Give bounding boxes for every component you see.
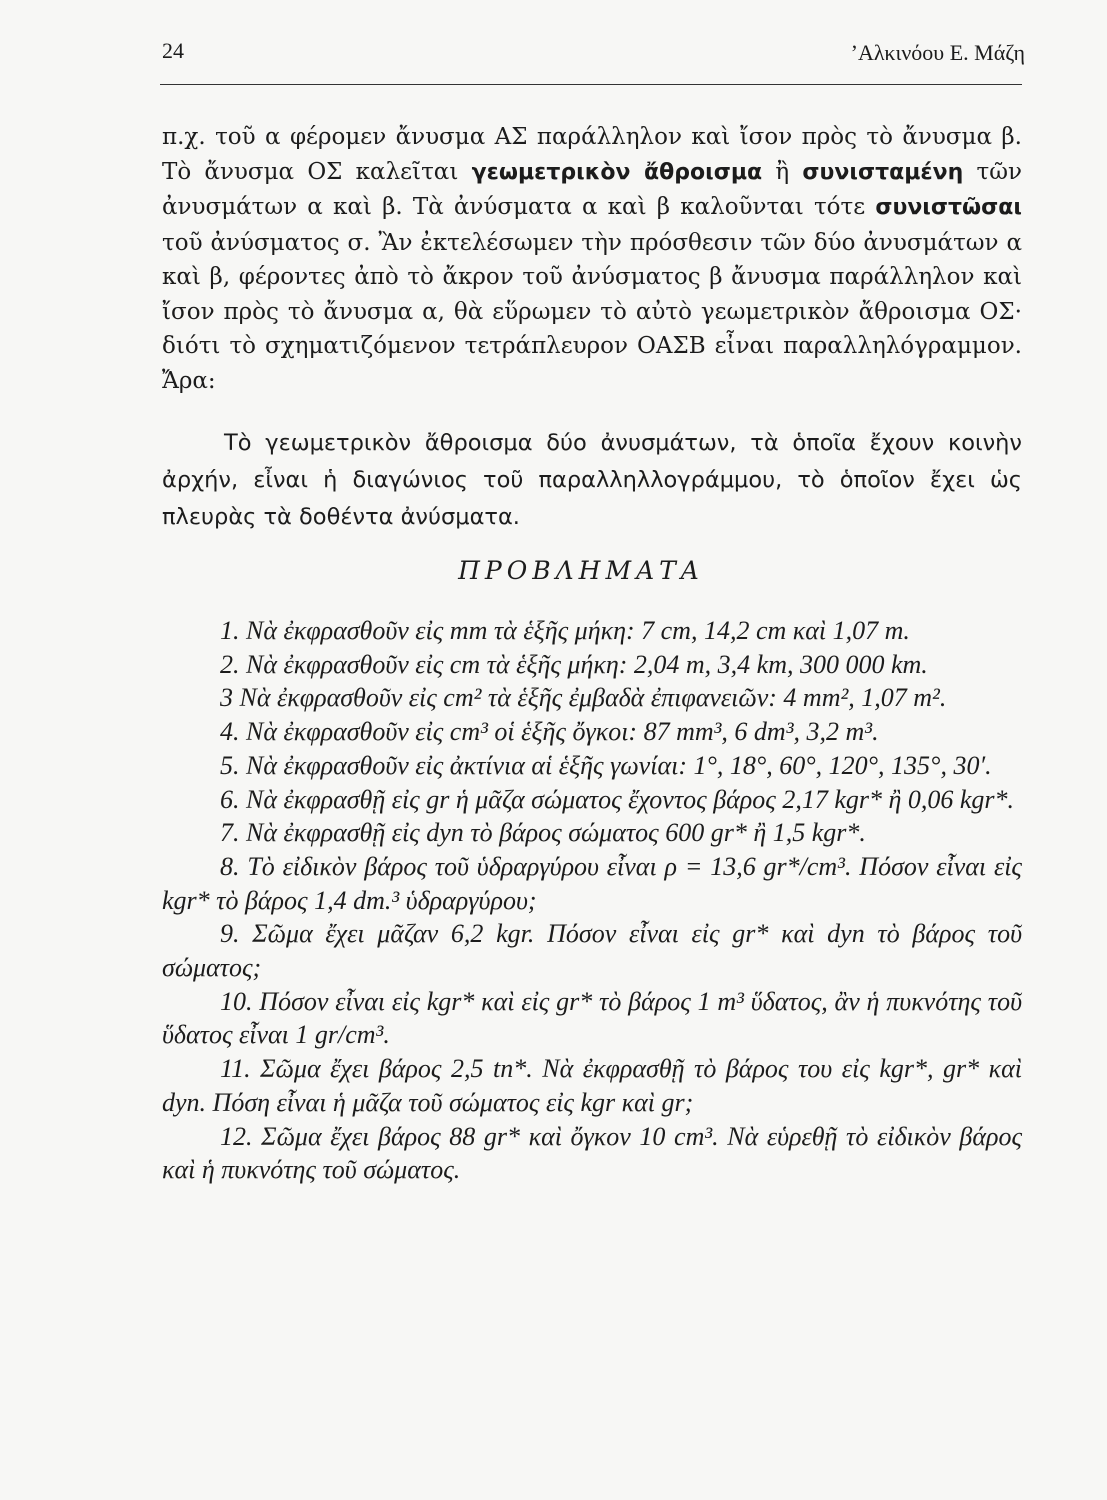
problem-item [162, 715, 1022, 749]
term-components: συνιστῶσαι [875, 195, 1022, 220]
problem-number: 2. [220, 649, 240, 679]
problem-text: Νὰ ἐκφρασθῇ εἰς gr ἡ μᾶζα σώματος ἔχοντος βάρος 2,17 kgr* ἢ 0,06 kgr*. [246, 784, 1015, 814]
intro-text-2: ἢ [762, 158, 803, 185]
problem-number: 7. [220, 818, 240, 848]
problem-text: Σῶμα ἔχει μᾶζαν 6,2 kgr. Πόσον εἶναι εἰς gr* καὶ dyn τὸ βάρος τοῦ σώματος; [162, 919, 1023, 983]
problem-text: Νὰ ἐκφρασθῇ εἰς dyn τὸ βάρος σώματος 600 gr* ἢ 1,5 kgr*. [246, 818, 866, 848]
problem-number: 11. [220, 1054, 251, 1084]
problem-item [162, 850, 1022, 917]
problem-text: Νὰ ἐκφρασθοῦν εἰς mm τὰ ἑξῆς μήκη: 7 cm, 14,2 cm καὶ 1,07 m. [246, 616, 910, 645]
header-rule [160, 84, 1022, 85]
problem-item [162, 749, 1022, 783]
problem-number: 9. [220, 919, 240, 949]
running-head: ’Αλκινόου Ε. Μάζη [850, 40, 1025, 65]
problem-text: Νὰ ἐκφρασθοῦν εἰς cm² τὰ ἑξῆς ἐμβαδὰ ἐπιφανειῶν: 4 mm², 1,07 m². [239, 683, 947, 713]
intro-text-1: π.χ. τοῦ α φέρομεν ἄνυσμα ΑΣ παράλληλον καὶ ἴσον πρὸς τὸ ἄνυσμα β. Τὸ ἄνυσμα ΟΣ καλεῖται [162, 124, 1022, 185]
problem-text: Νὰ ἐκφρασθοῦν εἰς cm τὰ ἑξῆς μήκη: 2,04 m, 3,4 km, 300 000 km. [246, 649, 928, 679]
problem-number: 3 [220, 683, 233, 713]
problem-item [162, 1052, 1022, 1119]
problem-number: 10. [220, 986, 253, 1016]
intro-text-4: τοῦ ἀνύσματος σ. Ἂν ἐκτελέσωμεν τὴν πρόσθεσιν τῶν δύο ἀνυσμάτων α καὶ β, φέροντες ἀπὸ τὸ ἄκρον τοῦ ἀνύσματος β ἄνυσμα παράλληλον καὶ ἴσον πρὸς τὸ ἄνυσμα α, θὰ εὕρωμεν τὸ αὐτὸ γεωμετρικὸν ἄθροισμα ΟΣ· διότι τὸ σχηματιζόμενον τετράπλευρον ΟΑΣΒ εἶναι παραλληλόγραμμον. Ἄρα: [162, 229, 1022, 394]
problem-item [162, 783, 1022, 817]
problem-number: 4. [220, 717, 240, 747]
problem-number: 1. [220, 616, 240, 645]
problem-text: Σῶμα ἔχει βάρος 2,5 tn*. Νὰ ἐκφρασθῇ τὸ βάρος του εἰς kgr*, gr* καὶ dyn. Πόση εἶναι ἡ μᾶζα τοῦ σώματος εἰς kgr καὶ gr; [162, 1054, 1022, 1117]
problem-number: 6. [220, 784, 240, 814]
term-resultant: συνισταμένη [802, 159, 964, 185]
problem-number: 12. [220, 1121, 253, 1151]
problem-text: Πόσον εἶναι εἰς kgr* καὶ εἰς gr* τὸ βάρος 1 m³ ὕδατος, ἂν ἡ πυκνότης τοῦ ὕδατος εἶναι 1 gr/cm³. [162, 986, 1023, 1050]
problem-item [162, 1120, 1022, 1187]
problem-item [162, 816, 1022, 850]
intro-paragraph [162, 120, 1022, 398]
problem-number: 8. [220, 851, 240, 881]
term-geometric-sum: γεωμετρικὸν ἄθροισμα [471, 159, 763, 185]
section-title: ΠΡΟΒΛΗΜΑΤΑ [458, 556, 704, 585]
problem-text: Νὰ ἐκφρασθοῦν εἰς ἀκτίνια αἱ ἑξῆς γωνίαι: 1°, 18°, 60°, 120°, 135°, 30′. [246, 750, 992, 780]
problem-item [162, 614, 1022, 648]
problem-item [162, 648, 1022, 682]
problem-text: Σῶμα ἔχει βάρος 88 gr* καὶ ὄγκον 10 cm³. Νὰ εὑρεθῇ τὸ εἰδικὸν βάρος καὶ ἡ πυκνότης τοῦ σώματος. [162, 1121, 1023, 1185]
problem-list [162, 614, 1022, 1187]
problem-text: Νὰ ἐκφρασθοῦν εἰς cm³ οἱ ἑξῆς ὄγκοι: 87 mm³, 6 dm³, 3,2 m³. [246, 717, 879, 747]
problem-number: 5. [220, 750, 240, 780]
page-number: 24 [162, 38, 184, 63]
problem-item [162, 681, 1022, 715]
problem-item [162, 985, 1022, 1052]
intro-text-3: τῶν ἀνυσμάτων α καὶ β. Τὰ ἀνύσματα α καὶ β καλοῦνται τότε [162, 158, 1023, 220]
theorem-statement: Τὸ γεωμετρικὸν ἄθροισμα δύο ἀνυσμάτων, τὰ ὁποῖα ἔχουν κοινὴν ἀρχήν, εἶναι ἡ διαγώνιος τοῦ παραλληλλογράμμου, τὸ ὁποῖον ἔχει ὡς πλευρὰς τὰ δοθέντα ἀνύσματα. [162, 430, 1022, 530]
problem-text: Τὸ εἰδικὸν βάρος τοῦ ὑδραργύρου εἶναι ρ = 13,6 gr*/cm³. Πόσον εἶναι εἰς kgr* τὸ βάρος 1,4 dm.³ ὑδραργύρου; [162, 851, 1022, 915]
problem-item [162, 917, 1022, 984]
